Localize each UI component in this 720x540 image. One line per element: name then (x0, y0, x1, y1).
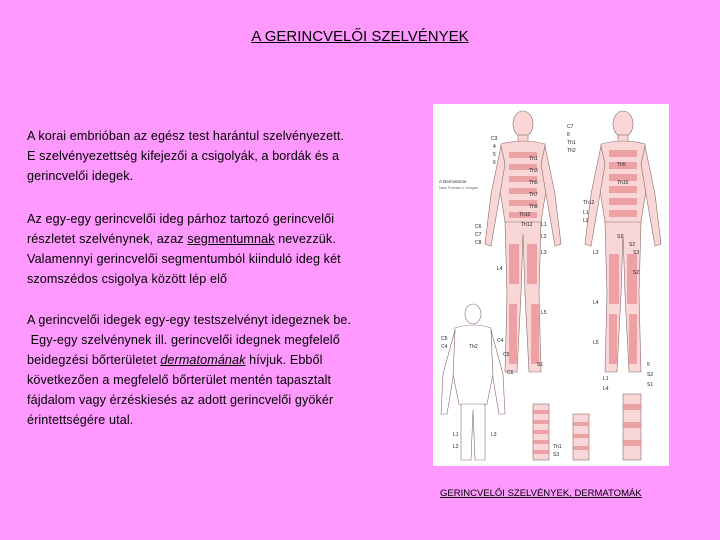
text-line: Az egy-egy gerincvelői ideg párhoz tartozó gerincvelői (27, 212, 335, 226)
dermatome-label: L4 (593, 300, 599, 306)
dermatome-label: 5 (647, 362, 650, 368)
text-line: E szelvényezettség kifejezői a csigolyák, a bordák és a (27, 149, 340, 163)
dermatome-label: Th1 (553, 444, 562, 450)
text-line (27, 350, 417, 370)
text-line: Egy-egy szelvénynek ill. gerincvelői idegnek megfelelő (27, 333, 340, 347)
dermatome-label: C7 (567, 124, 574, 130)
dermatome-label: L1 (583, 210, 589, 216)
dermatome-label: Th9 (529, 204, 538, 210)
dermatome-label: C7 (475, 232, 482, 238)
dermatome-label: Th2 (567, 148, 576, 154)
dermatome-label: C4 (441, 344, 448, 350)
figure-caption[interactable]: GERINCVELŐI SZELVÉNYEK, DERMATOMÁK (440, 488, 642, 499)
dermatome-label: L5 (541, 310, 547, 316)
dermatome-label: C5 (503, 352, 510, 358)
front-body-figure (485, 111, 561, 372)
text-line (27, 229, 417, 249)
text-fragment: nevezzük. (274, 232, 336, 246)
dermatome-label: Th10 (617, 180, 629, 186)
dermatome-label: 4 (493, 144, 496, 150)
dermatome-label: Th7 (529, 192, 538, 198)
dermatome-label: Th10 (519, 212, 531, 218)
figure-subheader: Nach Foerster u. Keegan (439, 186, 479, 190)
figure-header: A Dermatome (439, 179, 467, 184)
dermatome-label: L2 (453, 444, 459, 450)
dermatome-label: L3 (541, 250, 547, 256)
text-line: szomszédos csigolya között lép elő (27, 272, 228, 286)
dermatome-label: S2 (629, 242, 636, 248)
dermatome-label: L3 (593, 250, 599, 256)
text-line: gerincvelői idegek. (27, 169, 134, 183)
dermatome-illustration (433, 104, 669, 466)
paragraph-dermatome-definition (27, 310, 417, 430)
dermatome-label: S3 (553, 452, 560, 458)
dermatome-label: C5 (441, 336, 448, 342)
dermatome-label: 6 (493, 160, 496, 166)
dermatome-label: Th2 (469, 344, 478, 350)
dermatome-label: L1 (453, 432, 459, 438)
slide-title: A GERINCVELŐI SZELVÉNYEK (251, 28, 469, 45)
text-line: A korai embrióban az egész test harántul szelvényezett. (27, 129, 345, 143)
dermatome-label: C3 (491, 136, 498, 142)
text-line: érintettségére utal. (27, 413, 134, 427)
paragraph-embryo-segmentation (27, 126, 417, 186)
dermatome-label: L2 (583, 218, 589, 224)
dermatome-label: S1 (617, 234, 624, 240)
dermatome-label: 8 (567, 132, 570, 138)
dermatome-label: Th5 (529, 180, 538, 186)
dermatome-label: Th5 (617, 162, 626, 168)
text-line: fájdalom vagy érzéskiesés az adott gerincvelői gyökér (27, 393, 334, 407)
dermatome-label: L3 (491, 432, 497, 438)
dermatome-label: C6 (475, 224, 482, 230)
dermatome-label: L4 (603, 386, 609, 392)
dermatome-label: L4 (497, 266, 503, 272)
text-line: A gerincvelői idegek egy-egy testszelvényt idegeznek be. (27, 313, 352, 327)
text-line: következően a megfelelő bőrterület mentén tapasztalt (27, 373, 332, 387)
dermatome-label: S2 (633, 270, 640, 276)
dermatome-label: S1 (647, 382, 654, 388)
dermatome-label: C8 (475, 240, 482, 246)
dermatome-label: L2 (541, 234, 547, 240)
dermatome-label: S2 (647, 372, 654, 378)
dermatome-label: L1 (541, 222, 547, 228)
dermatome-label: Th1 (529, 156, 538, 162)
dermatome-label: Th1 (567, 140, 576, 146)
dermatome-label: S1 (537, 362, 544, 368)
dermatome-label: C4 (497, 338, 504, 344)
text-line: Valamennyi gerincvelői segmentumból kiinduló ideg két (27, 252, 341, 266)
dermatome-label: S3 (633, 250, 640, 256)
dermatome-figure (433, 104, 669, 466)
paragraph-segmentum-definition (27, 209, 417, 289)
dermatome-label: L1 (603, 376, 609, 382)
text-fragment: részletet szelvénynek, azaz (27, 232, 188, 246)
dermatome-label: L5 (593, 340, 599, 346)
term-dermatoma: dermatomának (160, 353, 246, 367)
dermatome-label: Th12 (583, 200, 595, 206)
dermatome-label: Th3 (529, 168, 538, 174)
dermatome-label: C6 (507, 370, 514, 376)
term-segmentum: segmentumnak (187, 232, 275, 246)
dermatome-label: 5 (493, 152, 496, 158)
text-fragment: hívjuk. Ebből (245, 353, 323, 367)
dermatome-label: Th12 (521, 222, 533, 228)
text-fragment: beidegzési bőrterületet (27, 353, 161, 367)
